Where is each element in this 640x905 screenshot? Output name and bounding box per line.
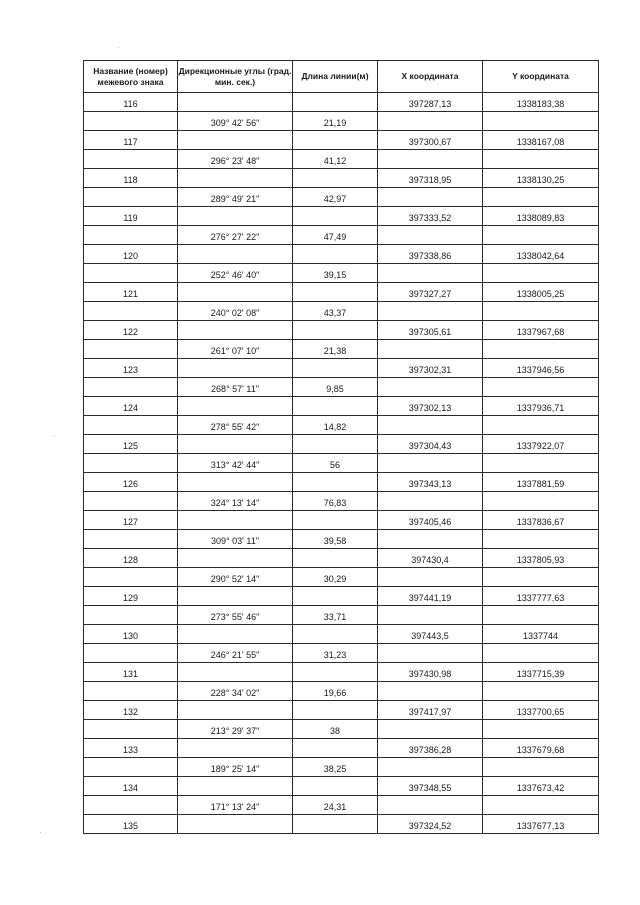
cell-bearing: 246° 21' 55" bbox=[178, 644, 293, 663]
cell-line-length bbox=[293, 435, 378, 454]
header-marker-name: Название (номер) межевого знака bbox=[84, 61, 178, 93]
table-row-segment bbox=[84, 530, 599, 549]
cell-marker-name: 134 bbox=[84, 777, 178, 796]
cell-bearing bbox=[178, 625, 293, 644]
cell-line-length bbox=[293, 245, 378, 264]
cell-line-length bbox=[293, 663, 378, 682]
cell-line-length: 76,83 bbox=[293, 492, 378, 511]
cell-marker-name bbox=[84, 758, 178, 777]
cell-y-coordinate: 1337777,63 bbox=[483, 587, 599, 606]
cell-y-coordinate: 1338005,25 bbox=[483, 283, 599, 302]
table-row-point bbox=[84, 169, 599, 188]
cell-line-length: 39,58 bbox=[293, 530, 378, 549]
table-row-segment bbox=[84, 226, 599, 245]
cell-bearing bbox=[178, 283, 293, 302]
cell-bearing bbox=[178, 587, 293, 606]
cell-line-length: 39,15 bbox=[293, 264, 378, 283]
cell-marker-name bbox=[84, 606, 178, 625]
cell-bearing bbox=[178, 435, 293, 454]
header-line-length: Длина линии(м) bbox=[293, 61, 378, 93]
cell-line-length: 30,29 bbox=[293, 568, 378, 587]
table-row-point bbox=[84, 207, 599, 226]
cell-line-length bbox=[293, 777, 378, 796]
cell-marker-name bbox=[84, 644, 178, 663]
cell-marker-name: 132 bbox=[84, 701, 178, 720]
cell-bearing bbox=[178, 93, 293, 112]
cell-marker-name bbox=[84, 188, 178, 207]
table-row-point bbox=[84, 777, 599, 796]
cell-y-coordinate bbox=[483, 188, 599, 207]
cell-y-coordinate bbox=[483, 378, 599, 397]
table-header-row bbox=[84, 61, 599, 93]
table-row-segment bbox=[84, 416, 599, 435]
cell-x-coordinate: 397443,5 bbox=[378, 625, 483, 644]
cell-bearing bbox=[178, 815, 293, 834]
cell-line-length: 24,31 bbox=[293, 796, 378, 815]
cell-x-coordinate bbox=[378, 264, 483, 283]
table-row-point bbox=[84, 815, 599, 834]
table-row-segment bbox=[84, 264, 599, 283]
cell-x-coordinate: 397338,86 bbox=[378, 245, 483, 264]
cell-marker-name bbox=[84, 150, 178, 169]
cell-marker-name bbox=[84, 416, 178, 435]
cell-x-coordinate bbox=[378, 530, 483, 549]
cell-x-coordinate bbox=[378, 112, 483, 131]
cell-x-coordinate: 397287,13 bbox=[378, 93, 483, 112]
cell-marker-name bbox=[84, 530, 178, 549]
cell-line-length: 33,71 bbox=[293, 606, 378, 625]
cell-y-coordinate bbox=[483, 568, 599, 587]
cell-line-length: 42,97 bbox=[293, 188, 378, 207]
cell-bearing bbox=[178, 169, 293, 188]
table-row-segment bbox=[84, 454, 599, 473]
table-row-segment bbox=[84, 340, 599, 359]
cell-y-coordinate: 1337715,39 bbox=[483, 663, 599, 682]
cell-x-coordinate bbox=[378, 416, 483, 435]
cell-x-coordinate bbox=[378, 682, 483, 701]
cell-marker-name: 126 bbox=[84, 473, 178, 492]
cell-bearing: 273° 55' 46" bbox=[178, 606, 293, 625]
cell-line-length bbox=[293, 397, 378, 416]
cell-marker-name: 123 bbox=[84, 359, 178, 378]
cell-line-length bbox=[293, 359, 378, 378]
coordinates-table bbox=[83, 60, 599, 834]
cell-line-length: 14,82 bbox=[293, 416, 378, 435]
cell-x-coordinate bbox=[378, 758, 483, 777]
cell-x-coordinate: 397324,52 bbox=[378, 815, 483, 834]
cell-y-coordinate: 1337805,93 bbox=[483, 549, 599, 568]
cell-line-length: 21,38 bbox=[293, 340, 378, 359]
cell-x-coordinate: 397300,67 bbox=[378, 131, 483, 150]
table-row-point bbox=[84, 701, 599, 720]
table-row-point bbox=[84, 511, 599, 530]
cell-y-coordinate bbox=[483, 492, 599, 511]
cell-bearing: 240° 02' 08" bbox=[178, 302, 293, 321]
cell-y-coordinate bbox=[483, 796, 599, 815]
cell-marker-name bbox=[84, 378, 178, 397]
cell-x-coordinate: 397327,27 bbox=[378, 283, 483, 302]
cell-y-coordinate bbox=[483, 112, 599, 131]
cell-x-coordinate bbox=[378, 302, 483, 321]
cell-line-length bbox=[293, 587, 378, 606]
cell-bearing: 313° 42' 44" bbox=[178, 454, 293, 473]
cell-y-coordinate: 1337836,67 bbox=[483, 511, 599, 530]
cell-bearing bbox=[178, 663, 293, 682]
cell-y-coordinate: 1337700,65 bbox=[483, 701, 599, 720]
table-row-point bbox=[84, 93, 599, 112]
cell-marker-name: 129 bbox=[84, 587, 178, 606]
cell-line-length bbox=[293, 511, 378, 530]
cell-y-coordinate bbox=[483, 682, 599, 701]
cell-marker-name bbox=[84, 796, 178, 815]
table-row-segment bbox=[84, 796, 599, 815]
cell-y-coordinate: 1337946,56 bbox=[483, 359, 599, 378]
header-x-coordinate: X координата bbox=[378, 61, 483, 93]
cell-bearing bbox=[178, 321, 293, 340]
cell-marker-name bbox=[84, 112, 178, 131]
cell-x-coordinate bbox=[378, 340, 483, 359]
table-row-point bbox=[84, 397, 599, 416]
cell-x-coordinate bbox=[378, 644, 483, 663]
cell-y-coordinate: 1337881,59 bbox=[483, 473, 599, 492]
cell-x-coordinate: 397302,31 bbox=[378, 359, 483, 378]
table-row-point bbox=[84, 473, 599, 492]
table-row-segment bbox=[84, 302, 599, 321]
cell-line-length: 38,25 bbox=[293, 758, 378, 777]
cell-marker-name: 128 bbox=[84, 549, 178, 568]
cell-x-coordinate: 397441,19 bbox=[378, 587, 483, 606]
cell-bearing bbox=[178, 397, 293, 416]
cell-bearing: 309° 42' 56" bbox=[178, 112, 293, 131]
cell-x-coordinate: 397430,98 bbox=[378, 663, 483, 682]
cell-marker-name: 127 bbox=[84, 511, 178, 530]
table-row-segment bbox=[84, 492, 599, 511]
cell-marker-name bbox=[84, 568, 178, 587]
cell-line-length bbox=[293, 815, 378, 834]
cell-bearing: 261° 07' 10" bbox=[178, 340, 293, 359]
cell-bearing bbox=[178, 473, 293, 492]
cell-x-coordinate: 397333,52 bbox=[378, 207, 483, 226]
cell-y-coordinate: 1338167,08 bbox=[483, 131, 599, 150]
scan-speck bbox=[118, 47, 119, 48]
cell-x-coordinate: 397430,4 bbox=[378, 549, 483, 568]
cell-x-coordinate: 397302,13 bbox=[378, 397, 483, 416]
cell-line-length bbox=[293, 739, 378, 758]
cell-x-coordinate bbox=[378, 796, 483, 815]
cell-bearing: 278° 55' 42" bbox=[178, 416, 293, 435]
cell-marker-name bbox=[84, 492, 178, 511]
cell-y-coordinate: 1338130,25 bbox=[483, 169, 599, 188]
header-bearing: Дирекционные углы (град. мин. сек.) bbox=[178, 61, 293, 93]
cell-line-length: 19,66 bbox=[293, 682, 378, 701]
cell-y-coordinate bbox=[483, 720, 599, 739]
cell-line-length: 56 bbox=[293, 454, 378, 473]
cell-bearing: 309° 03' 11" bbox=[178, 530, 293, 549]
cell-y-coordinate bbox=[483, 530, 599, 549]
cell-line-length: 21,19 bbox=[293, 112, 378, 131]
table-body bbox=[84, 93, 599, 834]
cell-line-length bbox=[293, 131, 378, 150]
table-row-point bbox=[84, 283, 599, 302]
cell-line-length: 41,12 bbox=[293, 150, 378, 169]
cell-line-length bbox=[293, 549, 378, 568]
cell-x-coordinate bbox=[378, 454, 483, 473]
cell-bearing bbox=[178, 739, 293, 758]
table-row-segment bbox=[84, 644, 599, 663]
cell-bearing: 276° 27' 22" bbox=[178, 226, 293, 245]
cell-bearing bbox=[178, 131, 293, 150]
cell-bearing bbox=[178, 359, 293, 378]
cell-line-length: 9,85 bbox=[293, 378, 378, 397]
cell-x-coordinate bbox=[378, 378, 483, 397]
cell-y-coordinate: 1337744 bbox=[483, 625, 599, 644]
cell-line-length: 43,37 bbox=[293, 302, 378, 321]
cell-y-coordinate bbox=[483, 340, 599, 359]
cell-y-coordinate: 1338183,38 bbox=[483, 93, 599, 112]
cell-y-coordinate bbox=[483, 150, 599, 169]
table-row-segment bbox=[84, 112, 599, 131]
cell-marker-name bbox=[84, 682, 178, 701]
cell-y-coordinate bbox=[483, 606, 599, 625]
cell-line-length bbox=[293, 283, 378, 302]
cell-y-coordinate bbox=[483, 454, 599, 473]
cell-bearing bbox=[178, 777, 293, 796]
cell-bearing: 189° 25' 14" bbox=[178, 758, 293, 777]
cell-bearing: 171° 13' 24" bbox=[178, 796, 293, 815]
cell-x-coordinate bbox=[378, 188, 483, 207]
cell-marker-name: 130 bbox=[84, 625, 178, 644]
cell-marker-name bbox=[84, 340, 178, 359]
cell-x-coordinate bbox=[378, 150, 483, 169]
cell-line-length: 47,49 bbox=[293, 226, 378, 245]
cell-y-coordinate bbox=[483, 644, 599, 663]
table-row-segment bbox=[84, 378, 599, 397]
cell-marker-name: 124 bbox=[84, 397, 178, 416]
cell-line-length bbox=[293, 93, 378, 112]
cell-marker-name bbox=[84, 226, 178, 245]
cell-y-coordinate: 1337677,13 bbox=[483, 815, 599, 834]
cell-y-coordinate bbox=[483, 758, 599, 777]
table-row-point bbox=[84, 131, 599, 150]
table-row-point bbox=[84, 663, 599, 682]
table-row-segment bbox=[84, 606, 599, 625]
table-row-point bbox=[84, 587, 599, 606]
cell-y-coordinate: 1337679,68 bbox=[483, 739, 599, 758]
table-row-point bbox=[84, 435, 599, 454]
cell-y-coordinate: 1338089,83 bbox=[483, 207, 599, 226]
cell-x-coordinate bbox=[378, 226, 483, 245]
table-row-point bbox=[84, 359, 599, 378]
cell-marker-name: 135 bbox=[84, 815, 178, 834]
cell-x-coordinate bbox=[378, 492, 483, 511]
cell-marker-name bbox=[84, 264, 178, 283]
cell-bearing bbox=[178, 207, 293, 226]
cell-bearing: 252° 46' 40" bbox=[178, 264, 293, 283]
scan-speck bbox=[40, 832, 41, 833]
table-row-point bbox=[84, 549, 599, 568]
cell-marker-name bbox=[84, 720, 178, 739]
cell-line-length bbox=[293, 701, 378, 720]
cell-marker-name: 117 bbox=[84, 131, 178, 150]
cell-x-coordinate: 397405,46 bbox=[378, 511, 483, 530]
cell-x-coordinate bbox=[378, 606, 483, 625]
cell-bearing: 289° 49' 21" bbox=[178, 188, 293, 207]
table-row-segment bbox=[84, 758, 599, 777]
cell-y-coordinate: 1337673,42 bbox=[483, 777, 599, 796]
cell-x-coordinate: 397417,97 bbox=[378, 701, 483, 720]
cell-x-coordinate: 397348,55 bbox=[378, 777, 483, 796]
cell-line-length bbox=[293, 207, 378, 226]
cell-marker-name: 116 bbox=[84, 93, 178, 112]
cell-bearing: 268° 57' 11" bbox=[178, 378, 293, 397]
cell-x-coordinate: 397386,28 bbox=[378, 739, 483, 758]
cell-bearing: 213° 29' 37" bbox=[178, 720, 293, 739]
scan-speck bbox=[54, 436, 55, 437]
table-row-point bbox=[84, 739, 599, 758]
cell-y-coordinate: 1337922,07 bbox=[483, 435, 599, 454]
table-row-point bbox=[84, 625, 599, 644]
header-y-coordinate: Y координата bbox=[483, 61, 599, 93]
table-row-segment bbox=[84, 682, 599, 701]
cell-line-length bbox=[293, 473, 378, 492]
cell-x-coordinate: 397304,43 bbox=[378, 435, 483, 454]
cell-x-coordinate bbox=[378, 720, 483, 739]
cell-x-coordinate: 397343,13 bbox=[378, 473, 483, 492]
cell-marker-name: 122 bbox=[84, 321, 178, 340]
cell-bearing bbox=[178, 245, 293, 264]
cell-bearing: 296° 23' 48" bbox=[178, 150, 293, 169]
cell-bearing bbox=[178, 549, 293, 568]
cell-x-coordinate bbox=[378, 568, 483, 587]
cell-y-coordinate bbox=[483, 416, 599, 435]
cell-y-coordinate: 1337936,71 bbox=[483, 397, 599, 416]
cell-x-coordinate: 397305,61 bbox=[378, 321, 483, 340]
cell-marker-name: 133 bbox=[84, 739, 178, 758]
cell-x-coordinate: 397318,95 bbox=[378, 169, 483, 188]
cell-line-length bbox=[293, 169, 378, 188]
cell-marker-name: 120 bbox=[84, 245, 178, 264]
table-row-point bbox=[84, 245, 599, 264]
cell-bearing: 324° 13' 14" bbox=[178, 492, 293, 511]
cell-line-length bbox=[293, 321, 378, 340]
cell-marker-name: 125 bbox=[84, 435, 178, 454]
cell-bearing bbox=[178, 701, 293, 720]
cell-line-length: 38 bbox=[293, 720, 378, 739]
cell-y-coordinate bbox=[483, 302, 599, 321]
cell-line-length bbox=[293, 625, 378, 644]
cell-marker-name: 131 bbox=[84, 663, 178, 682]
cell-marker-name bbox=[84, 302, 178, 321]
cell-y-coordinate: 1337967,68 bbox=[483, 321, 599, 340]
cell-marker-name bbox=[84, 454, 178, 473]
cell-y-coordinate bbox=[483, 226, 599, 245]
cell-marker-name: 121 bbox=[84, 283, 178, 302]
cell-y-coordinate bbox=[483, 264, 599, 283]
table-row-segment bbox=[84, 720, 599, 739]
table-row-segment bbox=[84, 150, 599, 169]
cell-y-coordinate: 1338042,64 bbox=[483, 245, 599, 264]
cell-bearing: 228° 34' 02" bbox=[178, 682, 293, 701]
cell-marker-name: 118 bbox=[84, 169, 178, 188]
cell-bearing: 290° 52' 14" bbox=[178, 568, 293, 587]
cell-bearing bbox=[178, 511, 293, 530]
table-row-segment bbox=[84, 568, 599, 587]
cell-line-length: 31,23 bbox=[293, 644, 378, 663]
table-row-point bbox=[84, 321, 599, 340]
cell-marker-name: 119 bbox=[84, 207, 178, 226]
table-row-segment bbox=[84, 188, 599, 207]
